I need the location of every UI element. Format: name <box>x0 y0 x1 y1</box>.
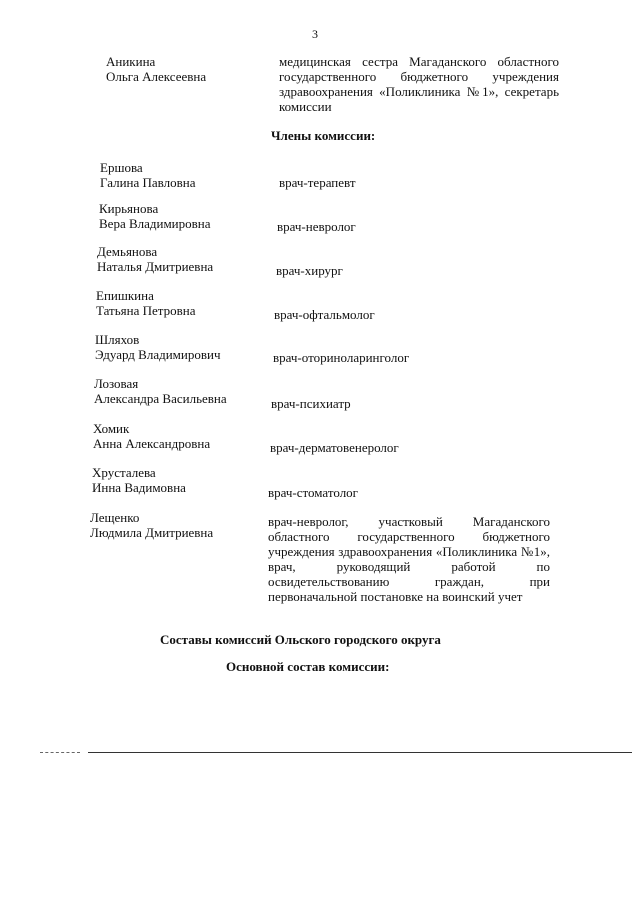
scan-edge-line <box>88 752 632 753</box>
member-names <box>99 201 211 231</box>
member-surname: Епишкина <box>96 288 154 303</box>
member-given-name: Наталья Дмитриевна <box>97 259 214 274</box>
member-role: врач-психиатр <box>271 396 351 411</box>
member-names <box>100 160 195 190</box>
member-names <box>94 376 227 406</box>
member-role: врач-невролог, участковый Магаданского областного государственного бюджетного учреждения здравоохранения «Поликлиника №1», врач, руководящий работой по освидетельствованию граждан, при первоначальной постановке на воинский учет <box>268 514 550 604</box>
secretary-role: медицинская сестра Магаданского областного государственного бюджетного учреждения здравоохранения «Поликлиника №1», секретарь комиссии <box>279 54 559 114</box>
secretary-names <box>106 54 206 84</box>
member-surname: Кирьянова <box>99 201 159 216</box>
section-subtitle: Основной состав комиссии: <box>226 659 390 674</box>
members-heading: Члены комиссии: <box>271 128 376 143</box>
member-role: врач-хирург <box>276 263 343 278</box>
member-role: врач-дерматовенеролог <box>270 440 399 455</box>
member-surname: Шляхов <box>95 332 140 347</box>
member-role: врач-оториноларинголог <box>273 350 410 365</box>
scan-edge-line <box>40 752 80 753</box>
member-given-name: Людмила Дмитриевна <box>90 525 214 540</box>
page-number: 3 <box>312 27 318 41</box>
member-names <box>92 465 186 495</box>
member-given-name: Эдуард Владимирович <box>95 347 221 362</box>
member-given-name: Галина Павловна <box>100 175 196 190</box>
member-role: врач-офтальмолог <box>274 307 375 322</box>
member-given-name: Анна Александровна <box>93 436 211 451</box>
member-given-name: Александра Васильевна <box>94 391 227 406</box>
member-surname: Хрусталева <box>92 465 156 480</box>
member-names <box>97 244 213 274</box>
member-surname: Демьянова <box>97 244 158 259</box>
member-role: врач-терапевт <box>279 175 356 190</box>
member-surname: Ершова <box>100 160 143 175</box>
member-role: врач-невролог <box>277 219 356 234</box>
member-surname: Лозовая <box>94 376 139 391</box>
member-names <box>93 421 210 451</box>
member-names <box>90 510 213 540</box>
member-given-name: Инна Вадимовна <box>92 480 186 495</box>
member-names <box>96 288 195 318</box>
secretary-given-name: Ольга Алексеевна <box>106 69 207 84</box>
member-surname: Лещенко <box>90 510 140 525</box>
member-names <box>95 332 220 362</box>
section-title: Составы комиссий Ольского городского округа <box>160 632 441 647</box>
secretary-surname: Аникина <box>106 54 156 69</box>
member-given-name: Вера Владимировна <box>99 216 211 231</box>
member-surname: Хомик <box>93 421 130 436</box>
member-role: врач-стоматолог <box>268 485 359 500</box>
member-given-name: Татьяна Петровна <box>96 303 196 318</box>
